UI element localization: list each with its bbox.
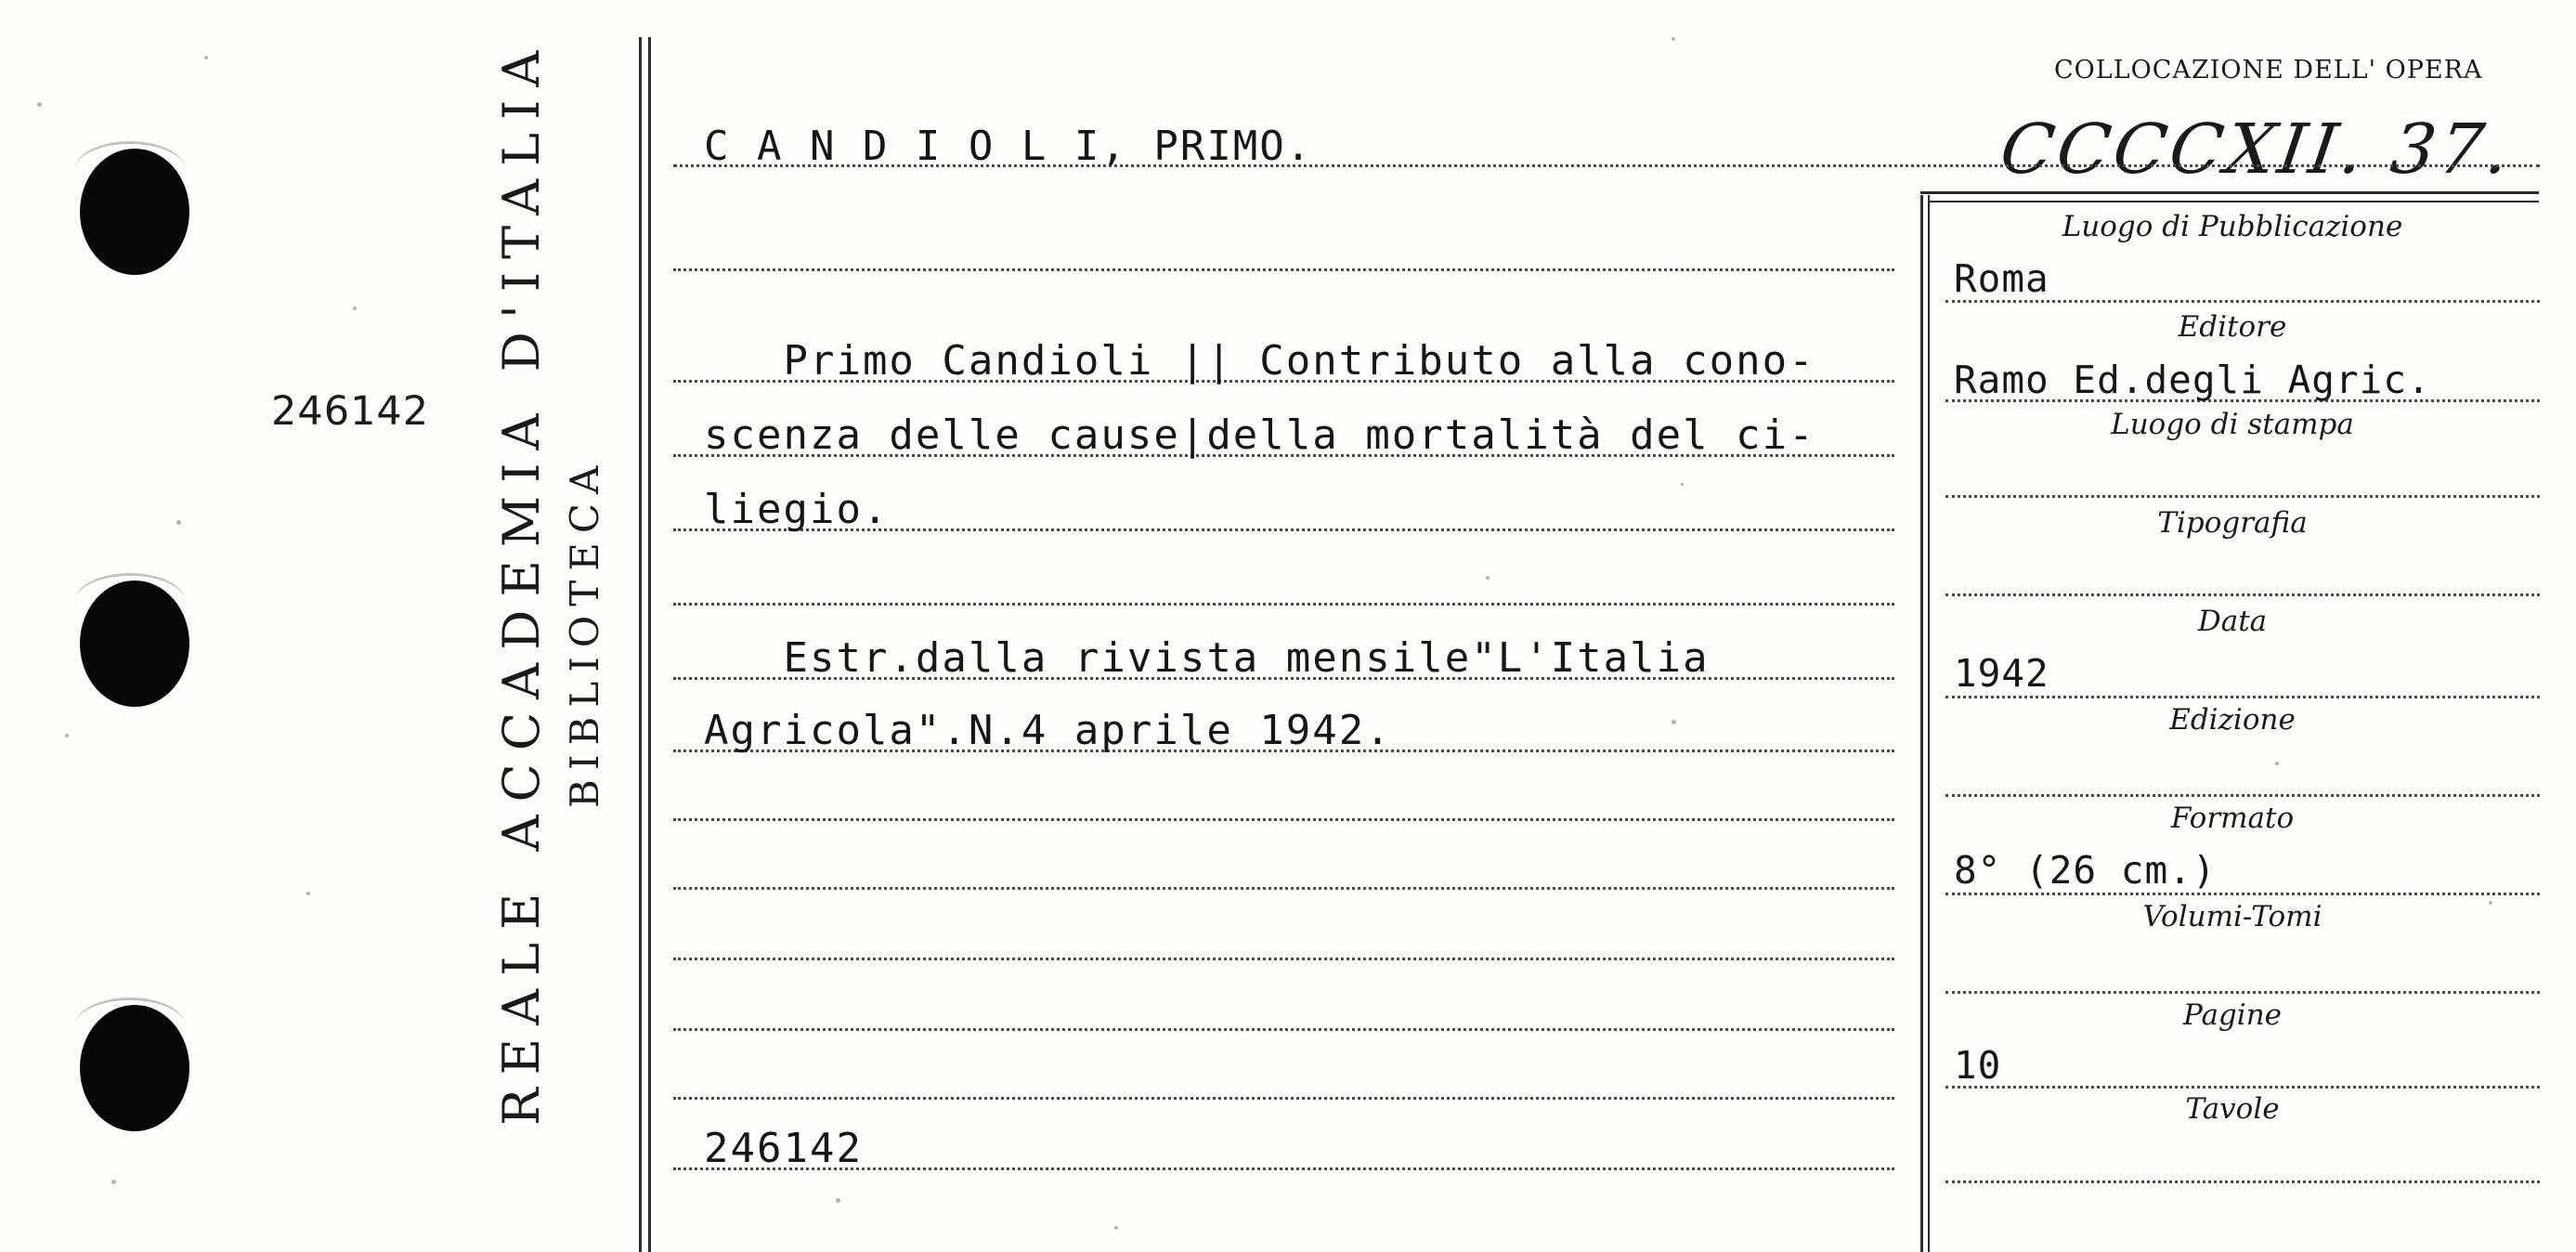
field-rule — [1945, 1086, 2540, 1089]
label-data: Data — [2197, 605, 2268, 638]
rule-line — [673, 818, 1894, 821]
punch-hole — [80, 1005, 189, 1131]
scan-speck — [1486, 576, 1490, 580]
field-rule — [1945, 495, 2540, 498]
label-tavole: Tavole — [2185, 1092, 2280, 1126]
scan-speck — [353, 306, 357, 310]
scan-speck — [65, 734, 69, 737]
scan-speck — [1672, 720, 1676, 724]
field-rule — [1945, 696, 2540, 698]
footer-number: 246142 — [704, 1125, 863, 1172]
rule-line — [673, 887, 1894, 890]
field-column-rule — [1920, 195, 1923, 1252]
collocation-label: COLLOCAZIONE DELL' OPERA — [2054, 56, 2483, 85]
scan-speck — [306, 892, 310, 895]
field-box-top — [1920, 191, 2539, 194]
rule-line — [673, 958, 1894, 960]
scan-speck — [2275, 762, 2279, 765]
scan-speck — [37, 102, 42, 107]
margin-rule — [639, 37, 642, 1252]
label-pagine: Pagine — [2182, 998, 2283, 1032]
note-line: Agricola".N.4 aprile 1942. — [704, 707, 1392, 754]
field-rule — [1945, 593, 2540, 596]
label-luogo-pubblicazione: Luogo di Pubblicazione — [2062, 210, 2403, 243]
value-data: 1942 — [1954, 651, 2049, 696]
field-box-top — [1928, 201, 2539, 202]
label-formato: Formato — [2170, 802, 2295, 835]
scan-speck — [111, 1180, 116, 1184]
label-luogo-stampa: Luogo di stampa — [2111, 408, 2354, 441]
title-line: scenza delle cause|della mortalità del ci- — [704, 411, 1815, 459]
label-editore: Editore — [2178, 310, 2287, 344]
value-formato: 8° (26 cm.) — [1954, 848, 2217, 893]
field-rule — [1945, 794, 2540, 797]
scan-speck — [1681, 483, 1684, 486]
scan-speck — [176, 520, 181, 525]
title-line: liegio. — [704, 486, 890, 533]
punch-hole — [80, 580, 189, 707]
scan-speck — [1672, 37, 1675, 41]
collocation-number: CCCCXII. 37. — [1995, 110, 2518, 189]
title-line: Primo Candioli || Contributo alla cono- — [704, 337, 1815, 385]
field-rule — [1945, 893, 2540, 895]
margin-rule — [648, 37, 651, 1252]
value-pagine: 10 — [1954, 1043, 2002, 1088]
value-luogo-pubblicazione: Roma — [1954, 256, 2049, 301]
rule-line — [673, 268, 1894, 271]
value-editore: Ramo Ed.degli Agric. — [1954, 358, 2431, 402]
scan-speck — [1114, 1226, 1118, 1230]
academy-name: REALE ACCADEMIA D'ITALIA — [492, 37, 551, 1126]
note-line: Estr.dalla rivista mensile"L'Italia — [704, 634, 1710, 682]
label-tipografia: Tipografia — [2157, 506, 2308, 540]
author-heading: C A N D I O L I, PRIMO. — [704, 123, 1313, 170]
punch-hole — [80, 149, 189, 275]
label-volumi-tomi: Volumi-Tomi — [2142, 900, 2322, 933]
rule-line — [673, 1097, 1894, 1100]
inventory-stamp: 246142 — [271, 388, 430, 435]
rule-line — [673, 1028, 1894, 1031]
field-rule — [1945, 1180, 2540, 1183]
scan-speck — [204, 56, 208, 59]
library-name: BIBLIOTECA — [562, 456, 607, 808]
field-rule — [1945, 991, 2540, 994]
rule-line — [673, 603, 1894, 606]
scan-speck — [836, 1198, 840, 1203]
label-edizione: Edizione — [2169, 703, 2296, 737]
